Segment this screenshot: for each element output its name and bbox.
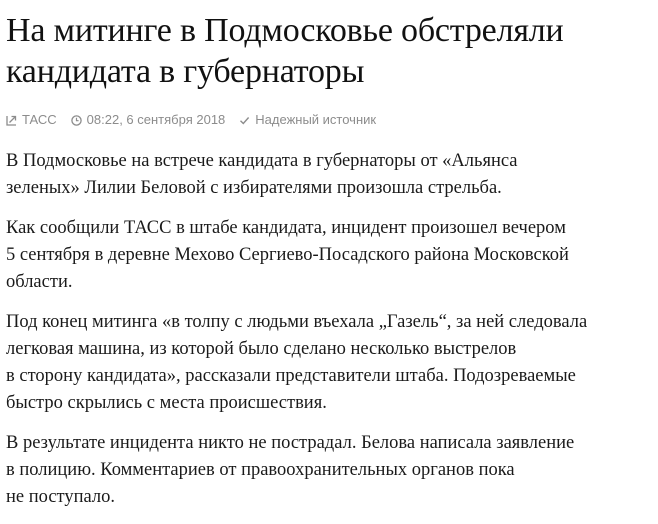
paragraph — [6, 309, 652, 417]
paragraph-line: легковая машина, из которой было сделано несколько выстрелов — [6, 339, 517, 359]
paragraph-line: в сторону кандидата», рассказали представители штаба. Подозреваемые — [6, 366, 576, 386]
paragraph-line: не поступало. — [6, 487, 116, 507]
article-meta — [6, 112, 652, 128]
publish-datetime — [71, 112, 226, 128]
clock-icon — [71, 115, 82, 126]
paragraph-line: 5 сентября в деревне Мехово Сергиево-Посадского района Московской — [6, 245, 569, 265]
check-icon — [239, 115, 250, 126]
paragraph-line: Как сообщили ТАСС в штабе кандидата, инцидент произошел вечером — [6, 218, 566, 238]
paragraph-line: Под конец митинга «в толпу с людьми въехала „Газель“, за ней следовала — [6, 312, 588, 332]
reliability-label: Надежный источник — [255, 112, 377, 127]
paragraph-line: быстро скрылись с места происшествия. — [6, 393, 327, 413]
title-line: кандидата в губернаторы — [6, 53, 365, 90]
article — [6, 10, 652, 524]
title-line: На митинге в Подмосковье обстреляли — [6, 12, 564, 49]
paragraph-line: области. — [6, 272, 73, 292]
paragraph-line: В результате инцидента никто не пострадал. Белова написала заявление — [6, 433, 575, 453]
paragraph — [6, 148, 652, 202]
paragraph-line: зеленых» Лилии Беловой с избирателями произошла стрельба. — [6, 178, 502, 198]
reliability-badge — [239, 112, 376, 128]
datetime-label: 08:22, 6 сентября 2018 — [86, 112, 226, 127]
article-title — [6, 10, 652, 92]
article-body — [6, 148, 652, 511]
source-link[interactable] — [6, 112, 57, 128]
paragraph-line: в полицию. Комментариев от правоохранительных органов пока — [6, 460, 515, 480]
external-link-icon — [6, 115, 17, 126]
paragraph — [6, 430, 652, 511]
paragraph-line: В Подмосковье на встрече кандидата в губернаторы от «Альянса — [6, 151, 518, 171]
paragraph — [6, 215, 652, 296]
source-label: ТАСС — [22, 112, 57, 127]
